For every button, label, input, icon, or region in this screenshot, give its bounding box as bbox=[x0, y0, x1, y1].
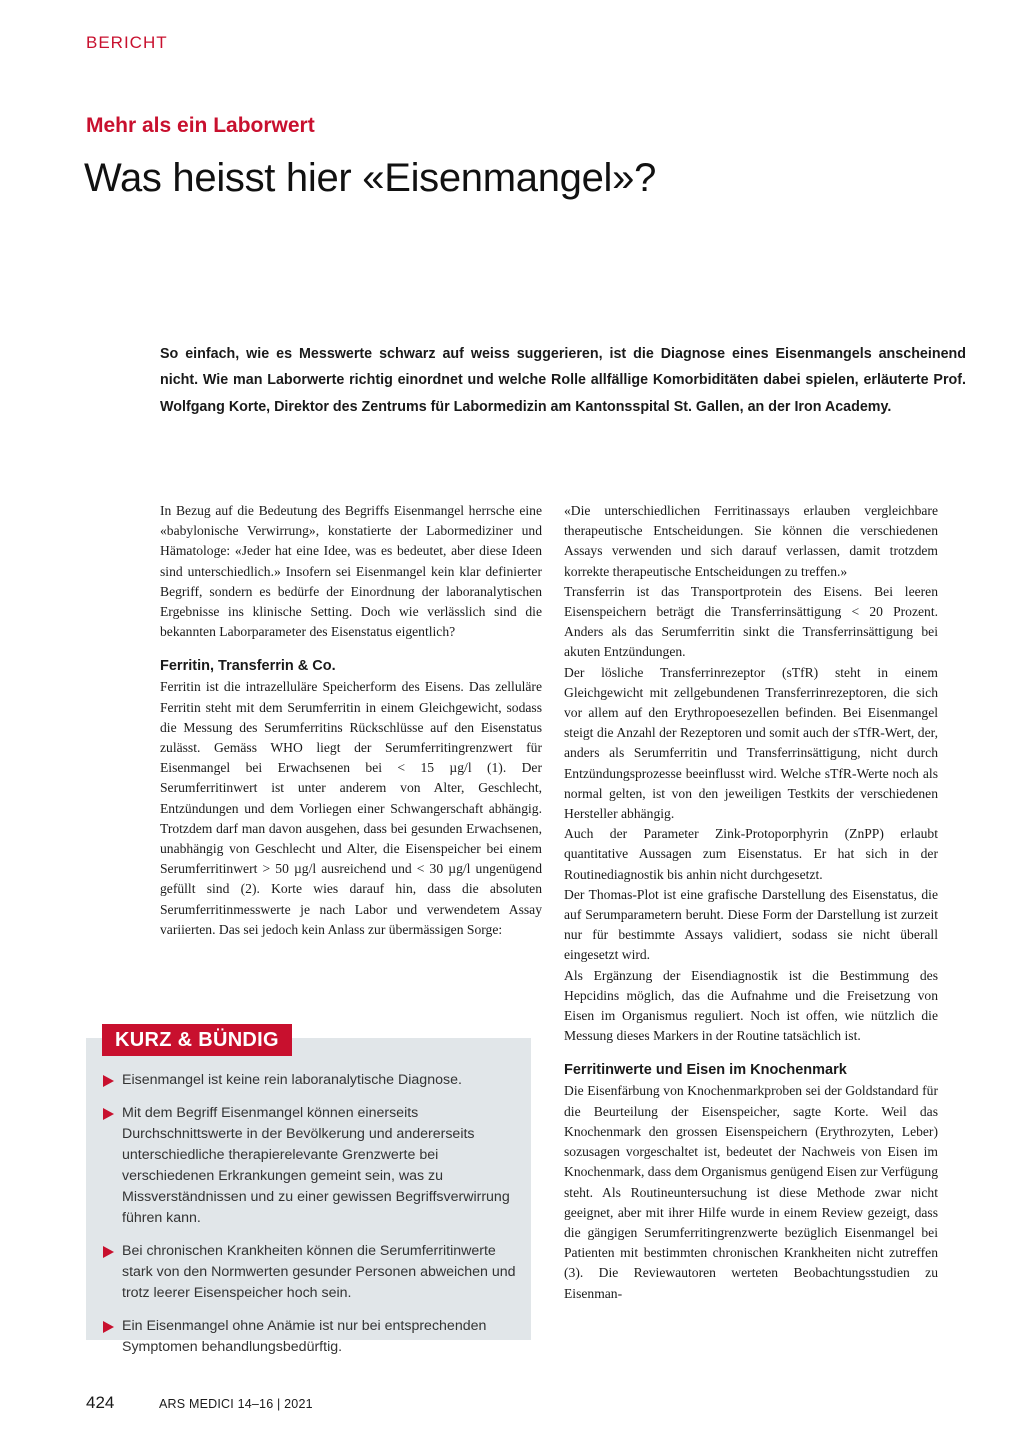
summary-item: Bei chronischen Krankheiten können die Serumferritinwerte stark von den Normwerten gesunder Personen abweichen und trotz leerer Eisenspeicher hoch sein. bbox=[103, 1241, 523, 1304]
quote-paragraph: «Die unterschiedlichen Ferritinassays erlauben vergleichbare therapeutische Entscheidungen. Sie können die verschiedenen Assays verwenden und sich darauf verlassen, damit trotzdem korrekte therapeutische Entscheidungen zu treffen.» bbox=[564, 503, 938, 579]
intro-paragraph: In Bezug auf die Bedeutung des Begriffs Eisenmangel herrsche eine «babylonische Verwirrung», konstatierte der Labormediziner und Hämatologe: «Jeder hat eine Idee, was es bedeutet, aber diese Ideen sind unterschiedlich.» Insofern sei Eisenmangel kein klar definierter Begriff, sondern es bedürfe der Einordnung der laboranalytischen Ergebnisse ins klinische Setting. Doch wie verlässlich sind die bekannten Laborparameter des Eisenstatus eigentlich? bbox=[160, 503, 542, 640]
section-label: BERICHT bbox=[86, 33, 168, 52]
section-heading-knochenmark: Ferritinwerte und Eisen im Knochenmark bbox=[564, 1062, 847, 1079]
triangle-bullet-icon bbox=[103, 1108, 114, 1120]
article-title: Was heisst hier «Eisenmangel»? bbox=[84, 156, 657, 200]
summary-list bbox=[103, 1070, 523, 1370]
thomas-plot-paragraph: Der Thomas-Plot ist eine grafische Darstellung des Eisenstatus, die auf Serumparametern beruht. Diese Form der Darstellung ist zurzeit nur für bestimmte Assays validiert, sodass sie nicht überall eingesetzt wird. bbox=[564, 886, 938, 963]
triangle-bullet-icon bbox=[103, 1075, 114, 1087]
summary-box-title: KURZ & BÜNDIG bbox=[102, 1024, 292, 1056]
triangle-bullet-icon bbox=[103, 1321, 114, 1333]
ferritin-paragraph: Ferritin ist die intrazelluläre Speicherform des Eisens. Das zelluläre Ferritin steht mit dem Serumferritin in einem Gleichgewicht, sodass die Messung des Serumferritins Rückschlüsse auf den Eisenstatus zulässt. Gemäss WHO liegt der Serumferritingrenzwert für Eisenmangel bei Erwachsenen bei < 15 µg/l (1). Der Serumferritinwert ist unter anderem von Alter, Geschlecht, Entzündungen und dem Vorliegen einer Schwangerschaft abhängig. Trotzdem darf man davon ausgehen, dass bei gesunden Erwachsenen, unabhängig von Geschlecht und Alter, die Eisenspeicher bei einem Serumferritinwert > 50 µg/l ausreichend und < 30 µg/l ungenügend gefüllt sind (2). Korte wies darauf hin, dass die absoluten Serumferritinmesswerte je nach Labor und verwendetem Assay variierten. Das sei jedoch kein Anlass zur übermässigen Sorge: bbox=[160, 679, 542, 937]
page-number: 424 bbox=[86, 1393, 115, 1412]
section-heading-ferritin: Ferritin, Transferrin & Co. bbox=[160, 658, 336, 675]
transferrin-paragraph: Transferrin ist das Transportprotein des Eisens. Bei leeren Eisenspeichern beträgt die Transferrinsättigung < 20 Prozent. Anders als das Serumferritin sinkt die Transferrinsättigung bei akuten Entzündungen. bbox=[564, 583, 938, 660]
summary-item: Ein Eisenmangel ohne Anämie ist nur bei entsprechenden Symptomen behandlungsbedürftig. bbox=[103, 1316, 523, 1358]
znpp-paragraph: Auch der Parameter Zink-Protoporphyrin (ZnPP) erlaubt quantitative Aussagen zum Eisenstatus. Er hat sich in der Routinediagnostik bis anhin nicht durchgesetzt. bbox=[564, 826, 938, 882]
left-column bbox=[160, 501, 542, 940]
journal-info: ARS MEDICI 14–16 | 2021 bbox=[159, 1397, 313, 1411]
triangle-bullet-icon bbox=[103, 1246, 114, 1258]
right-column bbox=[564, 501, 938, 1304]
summary-item: Mit dem Begriff Eisenmangel können einerseits Durchschnittswerte in der Bevölkerung und andererseits unterschiedliche therapierelevante Grenzwerte bei verschiedenen Erkrankungen gemeint sein, was zu Missverständnissen und zu einer gewissen Begriffsverwirrung führen kann. bbox=[103, 1103, 523, 1229]
hepcidin-paragraph: Als Ergänzung der Eisendiagnostik ist die Bestimmung des Hepcidins möglich, das die Aufnahme und die Freisetzung von Eisen im Organismus reguliert. Noch ist offen, wie nützlich die Messung dieses Markers in der Routine tatsächlich ist. bbox=[564, 967, 938, 1044]
article-kicker: Mehr als ein Laborwert bbox=[86, 114, 315, 137]
summary-item: Eisenmangel ist keine rein laboranalytische Diagnose. bbox=[103, 1070, 523, 1091]
article-lead: So einfach, wie es Messwerte schwarz auf weiss suggerieren, ist die Diagnose eines Eisenmangels anscheinend nicht. Wie man Laborwerte richtig einordnet und welche Rolle allfällige Komorbiditäten dabei spielen, erläuterte Prof. Wolfgang Korte, Direktor des Zentrums für Labormedizin am Kantonsspital St. Gallen, an der Iron Academy. bbox=[160, 346, 966, 415]
knochenmark-paragraph: Die Eisenfärbung von Knochenmarkproben sei der Goldstandard für die Beurteilung der Eisenspeicher, sagte Korte. Weil das Knochenmark den grossen Eisenspeichern (Erythrozyten, Leber) sozusagen vorgeschaltet ist, bedeutet der Nachweis von Eisen im Knochenmark, dass dem Organismus genügend Eisen zur Verfügung steht. Als Routineuntersuchung ist diese Methode zwar nicht geeignet, aber mit ihrer Hilfe wurde in einem Review gezeigt, dass die gängigen Serumferritingrenzwerte bezüglich Eisenmangel bei Patienten mit bestimmten chronischen Krankheiten nicht zutreffen (3). Die Reviewautoren werteten Beobachtungsstudien zu Eisenman- bbox=[564, 1083, 938, 1301]
stfr-paragraph: Der lösliche Transferrinrezeptor (sTfR) steht in einem Gleichgewicht mit zellgebundenen Transferrinrezeptoren, die sich vor allem auf den Erythropoesezellen befinden. Bei Eisenmangel steigt die Anzahl der Rezeptoren und somit auch der sTfR-Wert, der, anders als Serumferritin und Transferrinsättigung, nicht durch Entzündungsprozesse beeinflusst wird. Welche sTfR-Werte noch als normal gelten, ist von den jeweiligen Testkits der verschiedenen Hersteller abhängig. bbox=[564, 664, 938, 822]
